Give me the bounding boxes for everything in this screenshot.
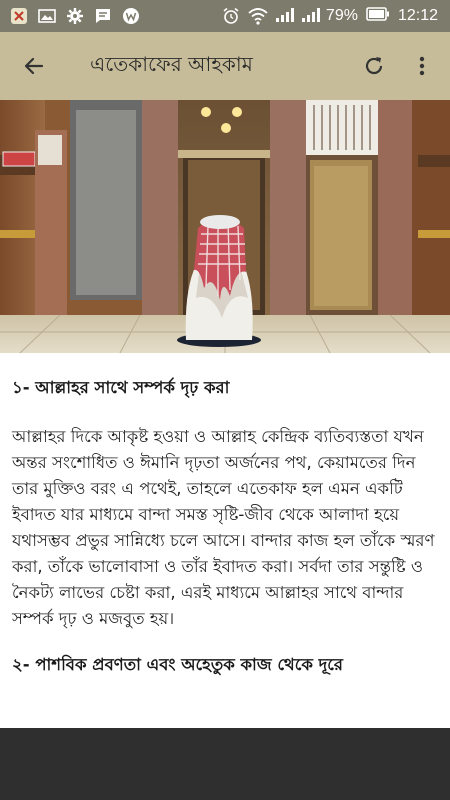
app-bar [0, 32, 450, 100]
gallery-icon [38, 7, 56, 25]
article-header-image [0, 100, 450, 353]
refresh-button[interactable] [354, 46, 394, 86]
more-vert-icon [418, 54, 426, 78]
alarm-icon [222, 7, 240, 25]
message-icon [94, 7, 112, 25]
app-bar-actions [354, 46, 450, 86]
gear-icon [66, 7, 84, 25]
w-app-icon [122, 7, 140, 25]
battery-percent: 79% [325, 7, 358, 24]
app-notification-icon [10, 7, 28, 25]
back-button[interactable] [10, 42, 58, 90]
signal-icon-sim2 [300, 7, 318, 25]
article-paragraph-1: আল্লাহর দিকে আকৃষ্ট হওয়া ও আল্লাহ কেন্দ্রিক ব্যতিব্যস্ততা যখন অন্তর সংশোধিত ও ঈমানি দৃঢ়তা অর্জনের পথ, কেয়ামতের দিন তার মুক্তিও বরং এ পথেই, তাহলে এতেকাফ হল এমন একটি ইবাদত যার মাধ্যমে বান্দা সমস্ত সৃষ্টি-জীব থেকে আলাদা হয়ে যথাসম্ভব প্রভুর সান্নিধ্যে চলে আসে। বান্দার কাজ হল তাঁকে স্মরণ করা, তাঁকে ভালোবাসা ও তাঁর ইবাদত করা। সর্বদা তার সন্তুষ্টি ও নৈকট্য লাভের চেষ্টা করা, এরই মাধ্যমে আল্লাহর সাথে বান্দার সম্পর্ক দৃঢ় ও মজবুত হয়। [12, 427, 435, 628]
article-content [0, 353, 450, 728]
signal-icon-sim1 [274, 7, 292, 25]
battery-icon [366, 7, 390, 25]
wifi-icon [248, 7, 266, 25]
refresh-icon [362, 54, 386, 78]
system-status [222, 7, 450, 25]
system-navigation-bar [0, 728, 450, 800]
overflow-menu-button[interactable] [402, 46, 442, 86]
section-heading-1: ১- আল্লাহর সাথে সম্পর্ক দৃঢ় করা [12, 378, 230, 397]
clock: 12:12 [397, 7, 438, 24]
arrow-back-icon [22, 54, 46, 78]
notification-icons [0, 7, 140, 25]
section-heading-2: ২- পাশবিক প্রবণতা এবং অহেতুক কাজ থেকে দূরে [12, 655, 343, 674]
page-title: এতেকাফের আহকাম [90, 51, 253, 76]
status-bar [0, 0, 450, 32]
